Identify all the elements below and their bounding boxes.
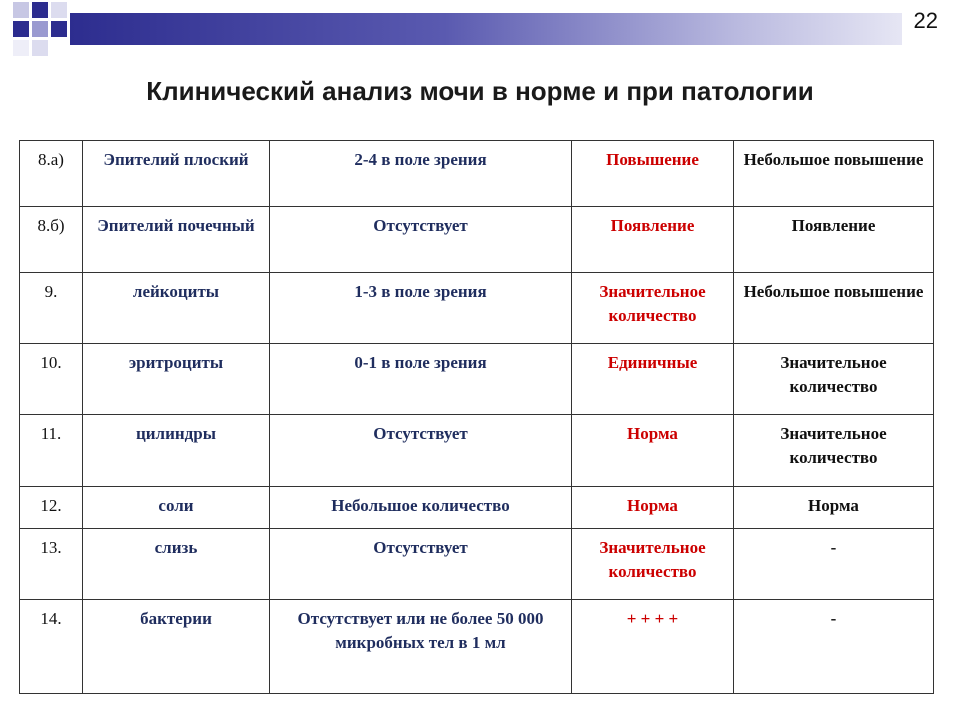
parameter-name: цилиндры (83, 415, 270, 487)
decor-square (13, 40, 29, 56)
row-number: 14. (20, 600, 83, 694)
pathology-value: + + + + (572, 600, 734, 694)
norm-value: Отсутствует (270, 529, 572, 600)
norm-value: Отсутствует или не более 50 000 микробных тел в 1 мл (270, 600, 572, 694)
parameter-name: эритроциты (83, 344, 270, 415)
parameter-name: Эпителий плоский (83, 141, 270, 207)
slide-decoration (0, 0, 960, 70)
page-title: Клинический анализ мочи в норме и при патологии (146, 76, 814, 106)
pathology-value-2: Значительное количество (734, 344, 934, 415)
decor-square (32, 2, 48, 18)
norm-value: 1-3 в поле зрения (270, 273, 572, 344)
parameter-name: лейкоциты (83, 273, 270, 344)
norm-value: Небольшое количество (270, 487, 572, 529)
decor-square (32, 40, 48, 56)
pathology-value-2: Небольшое повышение (734, 273, 934, 344)
row-number: 9. (20, 273, 83, 344)
pathology-value: Значительное количество (572, 529, 734, 600)
row-number: 8.а) (20, 141, 83, 207)
pathology-value: Единичные (572, 344, 734, 415)
parameter-name: Эпителий почечный (83, 207, 270, 273)
row-number: 13. (20, 529, 83, 600)
pathology-value-2: Небольшое повышение (734, 141, 934, 207)
row-number: 8.б) (20, 207, 83, 273)
pathology-value-2: Появление (734, 207, 934, 273)
pathology-value: Появление (572, 207, 734, 273)
decor-square (51, 21, 67, 37)
pathology-value-2: - (734, 529, 934, 600)
table-row (20, 273, 934, 344)
page-number: 22 (913, 8, 938, 33)
row-number: 11. (20, 415, 83, 487)
row-number: 12. (20, 487, 83, 529)
table-row (20, 529, 934, 600)
table-row (20, 207, 934, 273)
parameter-name: бактерии (83, 600, 270, 694)
pathology-value: Повышение (572, 141, 734, 207)
pathology-value-2: - (734, 600, 934, 694)
table-row (20, 344, 934, 415)
pathology-value: Значительное количество (572, 273, 734, 344)
decor-square (13, 2, 29, 18)
parameter-name: соли (83, 487, 270, 529)
decor-square (13, 21, 29, 37)
pathology-value: Норма (572, 415, 734, 487)
table-row (20, 487, 934, 529)
urinalysis-table (19, 140, 934, 694)
table-row (20, 415, 934, 487)
pathology-value-2: Значительное количество (734, 415, 934, 487)
header-gradient-bar (70, 13, 902, 45)
norm-value: 2-4 в поле зрения (270, 141, 572, 207)
table-row (20, 141, 934, 207)
pathology-value: Норма (572, 487, 734, 529)
decor-square (32, 21, 48, 37)
row-number: 10. (20, 344, 83, 415)
pathology-value-2: Норма (734, 487, 934, 529)
table-row (20, 600, 934, 694)
parameter-name: слизь (83, 529, 270, 600)
norm-value: Отсутствует (270, 415, 572, 487)
decor-square (51, 2, 67, 18)
norm-value: 0-1 в поле зрения (270, 344, 572, 415)
norm-value: Отсутствует (270, 207, 572, 273)
